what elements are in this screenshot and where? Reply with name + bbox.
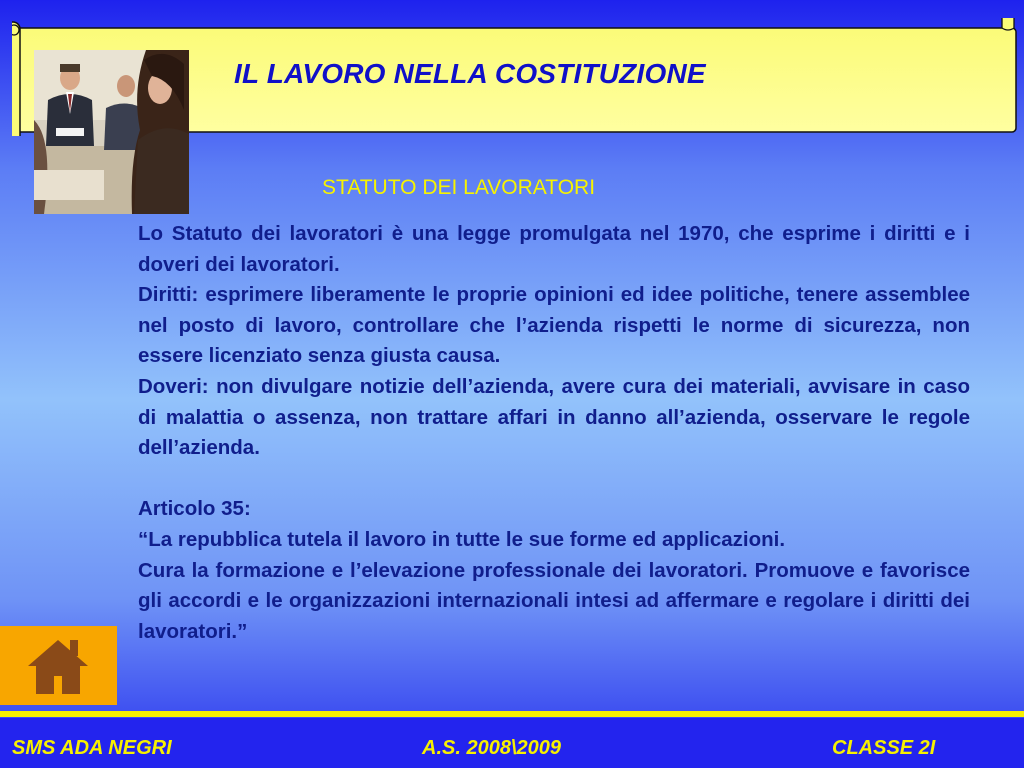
rights-paragraph: Diritti: esprimere liberamente le proprie opinioni ed idee politiche, tenere assemblee nel posto di lavoro, controllare che l’azienda rispetti le norme di sicurezza, non essere licenziato senza giusta causa. bbox=[138, 283, 970, 368]
article-heading: Articolo 35: bbox=[138, 497, 251, 521]
intro-paragraph: Lo Statuto dei lavoratori è una legge promulgata nel 1970, che esprime i diritti e i doveri dei lavoratori. bbox=[138, 222, 970, 276]
footer-school-year: A.S. 2008\2009 bbox=[422, 737, 561, 759]
section-subtitle: STATUTO DEI LAVORATORI bbox=[322, 176, 596, 199]
slide-title: IL LAVORO NELLA COSTITUZIONE bbox=[234, 58, 706, 89]
article-quote-line: “La repubblica tutela il lavoro in tutte le sue forme ed applicazioni. bbox=[138, 527, 786, 551]
business-meeting-photo bbox=[34, 50, 189, 214]
footer-class: CLASSE 2I bbox=[832, 737, 936, 759]
article-quote-paragraph: Cura la formazione e l’elevazione professionale dei lavoratori. Promuove e favorisce gli accordi e le organizzazioni internazionali intesi ad affermare e regolare i diritti dei lavoratori.” bbox=[138, 558, 970, 643]
duties-paragraph: Doveri: non divulgare notizie dell’azienda, avere cura dei materiali, avvisare in caso di malattia o assenza, non trattare affari in danno all’azienda, osservare le regole dell’azienda. bbox=[138, 374, 970, 460]
home-button[interactable] bbox=[0, 626, 117, 705]
slide-footer bbox=[0, 718, 1024, 768]
slide-body-text bbox=[138, 219, 970, 647]
footer-divider bbox=[0, 711, 1024, 717]
home-icon bbox=[26, 636, 90, 696]
footer-school: SMS ADA NEGRI bbox=[12, 737, 172, 759]
